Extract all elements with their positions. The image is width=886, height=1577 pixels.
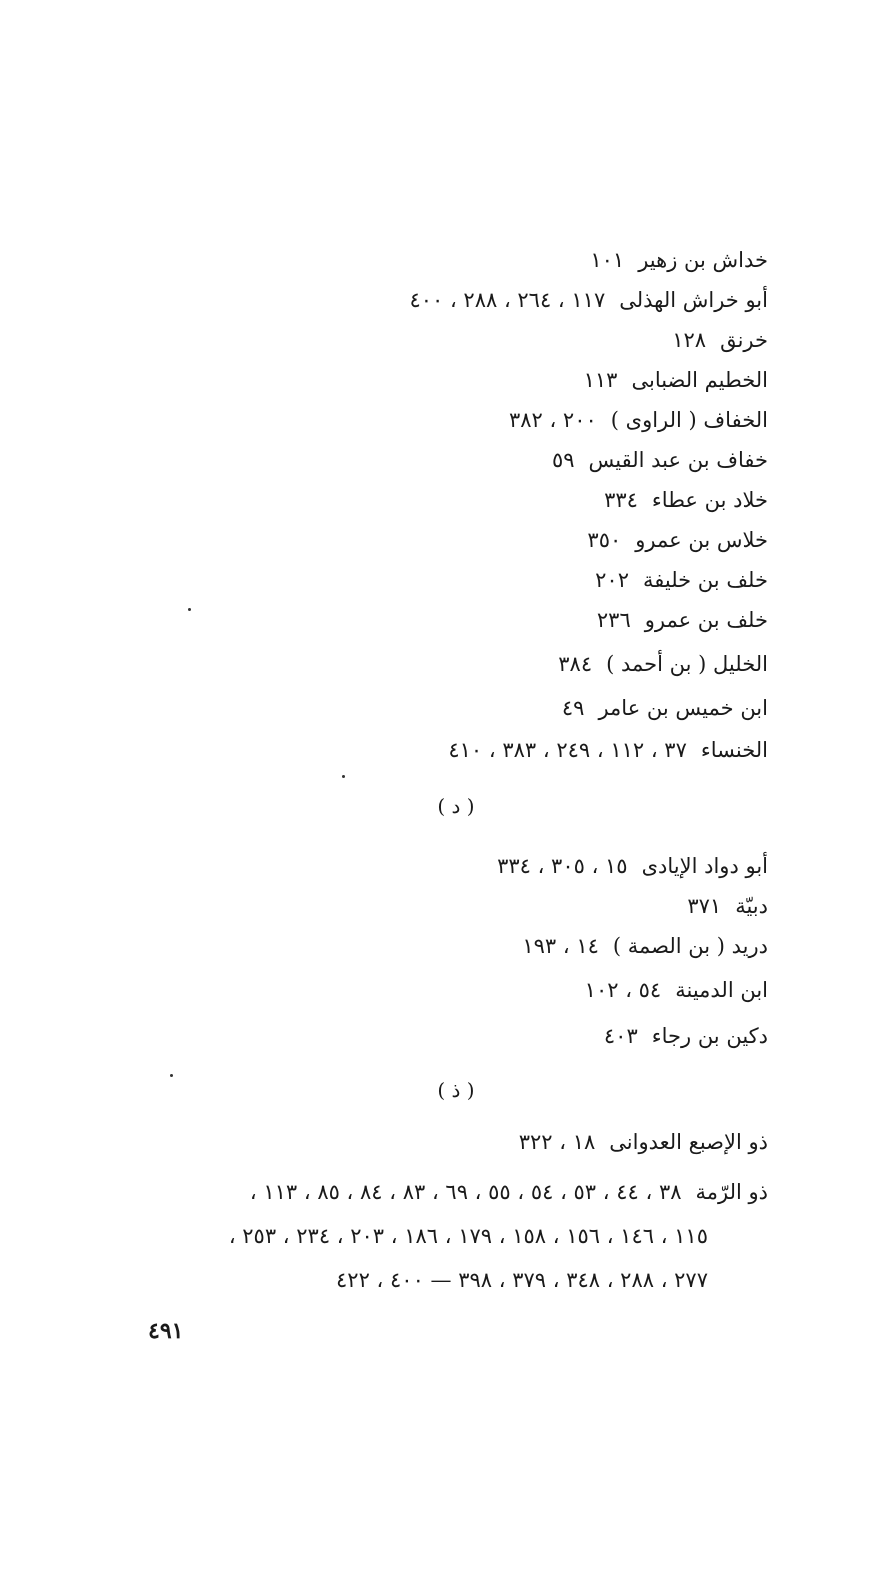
entry-page-refs: ١١٧ ، ٢٦٤ ، ٢٨٨ ، ٤٠٠	[409, 288, 606, 312]
entry-name: أبو خراش الهذلى	[619, 288, 768, 312]
entry-name: الخليل ( بن أحمد )	[606, 652, 768, 676]
index-entry	[584, 366, 768, 394]
section-heading-dhal: ( ذ )	[437, 1078, 475, 1102]
entry-name: دبيّة	[735, 894, 768, 918]
entry-name: خلف بن خليفة	[642, 568, 768, 592]
entry-page-refs: ١١٣	[583, 368, 618, 392]
print-speck	[188, 608, 191, 611]
index-entry	[597, 606, 768, 634]
entry-page-refs: ١٢٨	[672, 328, 707, 352]
index-entry	[562, 694, 768, 722]
print-speck	[342, 775, 345, 778]
entry-name: الخنساء	[700, 738, 768, 762]
entry-page-refs: ١٤ ، ١٩٣	[522, 934, 599, 958]
index-entry	[552, 446, 768, 474]
entry-page-refs: ٣٨٤	[558, 652, 593, 676]
page-number: ٤٩١	[148, 1318, 184, 1344]
index-entry	[604, 486, 768, 514]
entry-continuation: ١١٥ ، ١٤٦ ، ١٥٦ ، ١٥٨ ، ١٧٩ ، ١٨٦ ، ٢٠٣ ، ٢٣٤ ، ٢٥٣ ،	[228, 1224, 708, 1248]
index-entry	[409, 286, 768, 314]
entry-name: خداش بن زهير	[638, 248, 768, 272]
index-entry	[497, 852, 768, 880]
index-entry	[687, 892, 768, 920]
index-entry	[250, 1178, 768, 1206]
index-entry	[448, 736, 768, 764]
index-entry	[590, 246, 768, 274]
entry-name: خفاف بن عبد القيس	[588, 448, 768, 472]
entry-page-refs: ٣٥٠	[587, 528, 622, 552]
entry-page-refs: ٥٤ ، ١٠٢	[584, 978, 662, 1002]
entry-page-refs: ٢٣٦	[596, 608, 631, 632]
index-entry	[672, 326, 768, 354]
entry-page-refs: ٤٠٣	[603, 1024, 638, 1048]
index-entry	[519, 1128, 768, 1156]
index-entry	[585, 976, 768, 1004]
index-entry	[558, 650, 768, 678]
entry-name: ابن الدمينة	[675, 978, 768, 1002]
entry-page-refs: ١٥ ، ٣٠٥ ، ٣٣٤	[497, 854, 628, 878]
entry-name: خلف بن عمرو	[644, 608, 768, 632]
entry-name: ذو الرّمة	[695, 1180, 768, 1204]
entry-page-refs: ٣٧١	[687, 894, 722, 918]
entry-name: أبو دواد الإيادى	[641, 854, 768, 878]
entry-name: الخطيم الضبابى	[631, 368, 768, 392]
entry-page-refs: ٢٠٠ ، ٣٨٢	[508, 408, 597, 432]
print-speck	[170, 1074, 173, 1077]
index-entry	[604, 1022, 768, 1050]
entry-page-refs: ١٠١	[590, 248, 625, 272]
entry-name: ذو الإصبع العدوانى	[609, 1130, 768, 1154]
entry-name: خرنق	[720, 328, 768, 352]
entry-name: خلاد بن عطاء	[651, 488, 768, 512]
entry-page-refs: ٣٨ ، ٤٤ ، ٥٣ ، ٥٤ ، ٥٥ ، ٦٩ ، ٨٣ ، ٨٤ ، ٨٥ ، ١١٣ ،	[249, 1180, 682, 1204]
index-entry	[587, 526, 768, 554]
entry-name: الخفاف ( الراوى )	[610, 408, 768, 432]
entry-name: خلاس بن عمرو	[635, 528, 768, 552]
entry-page-refs: ٣٣٤	[604, 488, 638, 512]
index-entry	[509, 406, 768, 434]
entry-name: ابن خميس بن عامر	[598, 696, 768, 720]
index-entry	[595, 566, 768, 594]
entry-continuation: ٢٧٧ ، ٢٨٨ ، ٣٤٨ ، ٣٧٩ ، ٣٩٨ — ٤٠٠ ، ٤٢٢	[336, 1268, 708, 1292]
entry-page-refs: ٥٩	[551, 448, 575, 472]
entry-page-refs: ٣٧ ، ١١٢ ، ٢٤٩ ، ٣٨٣ ، ٤١٠	[448, 738, 687, 762]
entry-page-refs: ١٨ ، ٣٢٢	[518, 1130, 596, 1154]
entry-name: دريد ( بن الصمة )	[612, 934, 768, 958]
index-entry	[522, 932, 768, 960]
entry-name: دكين بن رجاء	[651, 1024, 768, 1048]
entry-page-refs: ٤٩	[561, 696, 585, 720]
entry-page-refs: ٢٠٢	[595, 568, 629, 592]
section-heading-dal: ( د )	[437, 794, 475, 818]
